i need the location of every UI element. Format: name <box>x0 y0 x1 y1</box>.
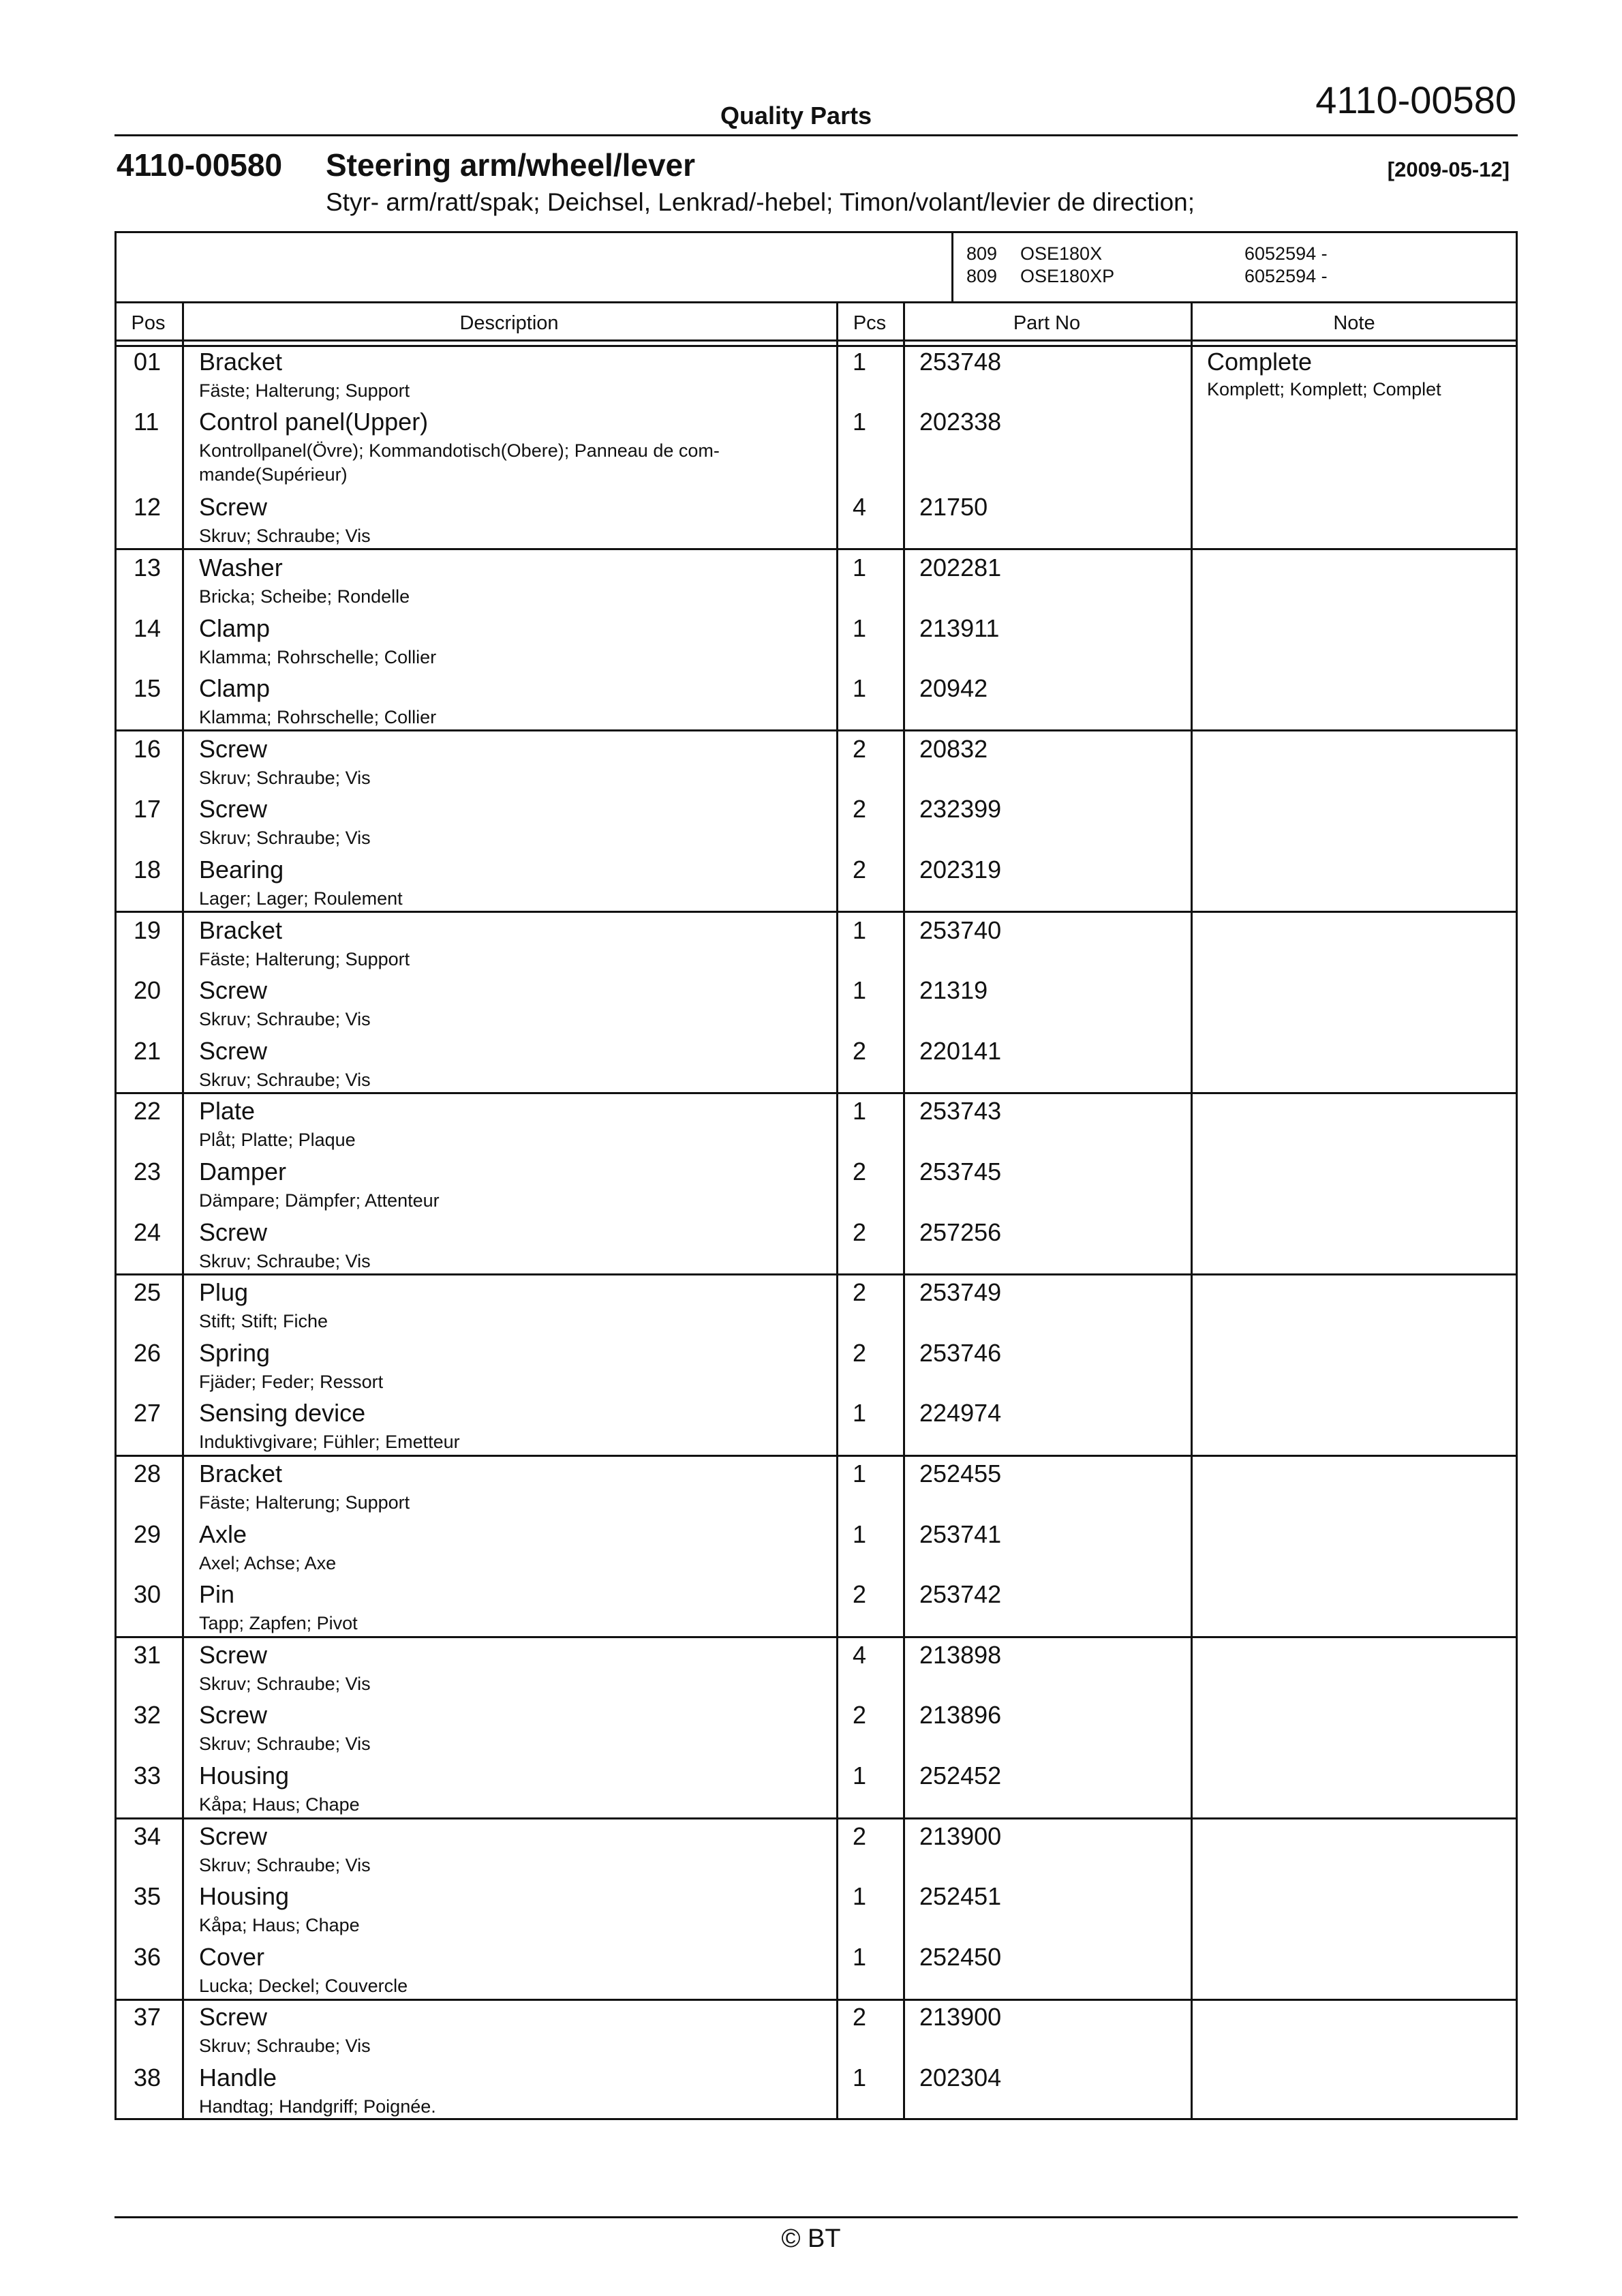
row-description-translations: Skruv; Schraube; Vis <box>199 526 371 546</box>
row-description-main: Damper <box>199 1158 287 1185</box>
row-description <box>199 1399 460 1454</box>
table-rule <box>114 301 1518 303</box>
row-pos: 24 <box>134 1218 162 1246</box>
row-part-number: 202281 <box>919 554 1002 581</box>
row-description <box>199 554 410 609</box>
row-description-translations: Induktivgivare; Fühler; Emetteur <box>199 1432 460 1452</box>
row-description <box>199 856 403 911</box>
column-divider <box>182 302 184 2120</box>
model-serial: 6052594 - <box>1244 243 1328 264</box>
row-pos: 32 <box>134 1701 162 1729</box>
row-part-number: 232399 <box>919 795 1002 823</box>
header-divider <box>114 134 1518 136</box>
model-pos: 809 <box>966 266 998 286</box>
row-note-main: Complete <box>1207 348 1313 376</box>
column-divider <box>1191 302 1193 2120</box>
row-description-translations: Dämpare; Dämpfer; Attenteur <box>199 1190 440 1211</box>
model-serial: 6052594 - <box>1244 266 1328 286</box>
row-pos: 23 <box>134 1158 162 1185</box>
row-quantity: 2 <box>853 795 867 823</box>
row-part-number: 252452 <box>919 1762 1002 1789</box>
row-description-main: Axle <box>199 1520 247 1548</box>
row-description-translations: Bricka; Scheibe; Rondelle <box>199 586 410 607</box>
row-quantity: 1 <box>853 554 867 581</box>
row-description-translations: Plåt; Platte; Plaque <box>199 1130 356 1150</box>
row-description-main: Screw <box>199 1641 268 1669</box>
row-description-main: Control panel(Upper) <box>199 408 429 436</box>
row-description-translations: Kåpa; Haus; Chape <box>199 1794 360 1815</box>
row-description-translations: Fäste; Halterung; Support <box>199 949 410 969</box>
row-description-main: Bracket <box>199 348 283 376</box>
row-part-number: 20942 <box>919 674 988 702</box>
row-pos: 20 <box>134 976 162 1004</box>
row-pos: 29 <box>134 1520 162 1548</box>
row-pos: 27 <box>134 1399 162 1427</box>
row-description-main: Clamp <box>199 614 271 642</box>
row-pos: 25 <box>134 1278 162 1306</box>
row-quantity: 1 <box>853 916 867 944</box>
table-rule <box>114 339 1518 342</box>
row-description-main: Bracket <box>199 916 283 944</box>
row-part-number: 253749 <box>919 1278 1002 1306</box>
model-name: OSE180X <box>1020 243 1103 264</box>
group-separator <box>114 1455 1518 1457</box>
row-quantity: 1 <box>853 674 867 702</box>
row-description-main: Cover <box>199 1943 265 1971</box>
row-description <box>199 795 371 850</box>
row-description <box>199 1218 371 1273</box>
row-quantity: 2 <box>853 2003 867 2031</box>
row-description <box>199 614 436 669</box>
row-description-translations: Lager; Lager; Roulement <box>199 888 403 909</box>
column-divider <box>903 302 905 2120</box>
row-description <box>199 1641 371 1696</box>
row-quantity: 1 <box>853 1762 867 1789</box>
row-quantity: 1 <box>853 1399 867 1427</box>
row-description-main: Screw <box>199 795 268 823</box>
column-header-pos: Pos <box>131 312 166 334</box>
row-quantity: 2 <box>853 1701 867 1729</box>
row-description <box>199 1882 360 1937</box>
row-description <box>199 674 436 729</box>
row-quantity: 1 <box>853 408 867 436</box>
row-pos: 37 <box>134 2003 162 2031</box>
row-description-translations: Fäste; Halterung; Support <box>199 1492 410 1513</box>
row-quantity: 1 <box>853 1520 867 1548</box>
group-separator <box>114 729 1518 731</box>
row-description-translations: Fäste; Halterung; Support <box>199 380 410 401</box>
row-description-main: Housing <box>199 1882 290 1910</box>
row-description <box>199 1520 336 1575</box>
row-quantity: 2 <box>853 735 867 763</box>
row-description-main: Screw <box>199 976 268 1004</box>
row-description-main: Sensing device <box>199 1399 366 1427</box>
row-description-main: Handle <box>199 2064 277 2091</box>
row-description-translations: Skruv; Schraube; Vis <box>199 1251 371 1271</box>
row-description-main: Spring <box>199 1339 271 1367</box>
row-description-translations: Skruv; Schraube; Vis <box>199 1855 371 1875</box>
row-part-number: 253746 <box>919 1339 1002 1367</box>
row-description-translations: Lucka; Deckel; Couvercle <box>199 1976 408 1996</box>
column-header-note: Note <box>1333 312 1375 334</box>
row-description-translations: Skruv; Schraube; Vis <box>199 1009 371 1029</box>
row-description <box>199 1701 371 1756</box>
group-separator <box>114 1636 1518 1638</box>
row-pos: 15 <box>134 674 162 702</box>
row-quantity: 2 <box>853 1037 867 1065</box>
row-pos: 28 <box>134 1460 162 1487</box>
row-pos: 17 <box>134 795 162 823</box>
row-part-number: 253748 <box>919 348 1002 376</box>
row-description-translations: Skruv; Schraube; Vis <box>199 1734 371 1754</box>
column-divider <box>836 302 838 2120</box>
row-quantity: 4 <box>853 1641 867 1669</box>
row-quantity: 1 <box>853 1882 867 1910</box>
row-description <box>199 1097 356 1152</box>
row-description-main: Bracket <box>199 1460 283 1487</box>
row-description <box>199 348 410 403</box>
model-name: OSE180XP <box>1020 266 1115 286</box>
row-pos: 01 <box>134 348 162 376</box>
group-separator <box>114 1999 1518 2001</box>
row-note <box>1207 348 1441 400</box>
row-part-number: 213898 <box>919 1641 1002 1669</box>
copyright: © BT <box>781 2224 841 2253</box>
group-separator <box>114 1092 1518 1094</box>
row-description-translations: Skruv; Schraube; Vis <box>199 1070 371 1090</box>
revision-date: [2009-05-12] <box>1387 157 1510 181</box>
row-pos: 19 <box>134 916 162 944</box>
row-description <box>199 493 371 548</box>
row-part-number: 21750 <box>919 493 988 521</box>
row-pos: 12 <box>134 493 162 521</box>
row-description-main: Clamp <box>199 674 271 702</box>
document-number: 4110-00580 <box>1315 78 1516 121</box>
row-description <box>199 2003 371 2058</box>
row-pos: 18 <box>134 856 162 883</box>
row-part-number: 257256 <box>919 1218 1002 1246</box>
row-part-number: 213911 <box>919 614 1000 642</box>
row-description <box>199 735 371 790</box>
row-part-number: 213900 <box>919 2003 1002 2031</box>
group-separator <box>114 1273 1518 1275</box>
column-header-description: Description <box>459 312 559 334</box>
row-pos: 21 <box>134 1037 162 1065</box>
row-part-number: 253743 <box>919 1097 1002 1125</box>
row-quantity: 1 <box>853 348 867 376</box>
row-description <box>199 976 371 1031</box>
row-description <box>199 1580 358 1635</box>
row-part-number: 253741 <box>919 1520 1002 1548</box>
row-description-main: Screw <box>199 735 268 763</box>
row-description-translations: Stift; Stift; Fiche <box>199 1311 328 1331</box>
row-description-translations: Handtag; Handgriff; Poignée. <box>199 2096 436 2117</box>
column-header-pcs: Pcs <box>853 312 887 334</box>
row-description-main: Washer <box>199 554 283 581</box>
row-pos: 36 <box>134 1943 162 1971</box>
assembly-title: Steering arm/wheel/lever <box>326 147 696 183</box>
row-description-main: Housing <box>199 1762 290 1789</box>
column-header-part-no: Part No <box>1013 312 1081 334</box>
model-applicability-box <box>951 231 1518 302</box>
row-note-translations: Komplett; Komplett; Complet <box>1207 379 1441 399</box>
group-separator <box>114 1817 1518 1819</box>
row-quantity: 2 <box>853 1278 867 1306</box>
row-pos: 31 <box>134 1641 162 1669</box>
row-description <box>199 1460 410 1515</box>
row-description-translations: Tapp; Zapfen; Pivot <box>199 1613 358 1633</box>
row-description-main: Screw <box>199 2003 268 2031</box>
row-description-main: Plug <box>199 1278 249 1306</box>
row-pos: 22 <box>134 1097 162 1125</box>
row-pos: 35 <box>134 1882 162 1910</box>
row-description-translations: Skruv; Schraube; Vis <box>199 1674 371 1694</box>
row-pos: 33 <box>134 1762 162 1789</box>
assembly-number: 4110-00580 <box>117 147 283 183</box>
row-part-number: 202304 <box>919 2064 1002 2091</box>
row-description <box>199 916 410 971</box>
row-description <box>199 1822 371 1877</box>
row-quantity: 1 <box>853 2064 867 2091</box>
row-description <box>199 1278 328 1333</box>
row-pos: 16 <box>134 735 162 763</box>
group-separator <box>114 911 1518 913</box>
section-title: Quality Parts <box>720 102 872 130</box>
row-quantity: 2 <box>853 1339 867 1367</box>
row-quantity: 1 <box>853 1460 867 1487</box>
assembly-subtitle: Styr- arm/ratt/spak; Deichsel, Lenkrad/-hebel; Timon/volant/levier de direction; <box>326 188 1195 216</box>
row-description <box>199 408 720 487</box>
table-rule <box>114 345 1518 347</box>
row-pos: 26 <box>134 1339 162 1367</box>
row-description-main: Screw <box>199 1822 268 1850</box>
model-pos: 809 <box>966 243 998 264</box>
group-separator <box>114 548 1518 550</box>
row-part-number: 213900 <box>919 1822 1002 1850</box>
row-part-number: 252455 <box>919 1460 1002 1487</box>
row-description-translations: Skruv; Schraube; Vis <box>199 2036 371 2056</box>
row-description <box>199 1037 371 1092</box>
row-description-translations: Skruv; Schraube; Vis <box>199 828 371 848</box>
row-quantity: 1 <box>853 614 867 642</box>
row-description-main: Screw <box>199 1218 268 1246</box>
row-description-main: Screw <box>199 1701 268 1729</box>
row-part-number: 252450 <box>919 1943 1002 1971</box>
row-description <box>199 1762 360 1817</box>
row-description-main: Plate <box>199 1097 256 1125</box>
row-description-translations: Klamma; Rohrschelle; Collier <box>199 647 437 667</box>
row-description-translations: Axel; Achse; Axe <box>199 1553 337 1573</box>
row-part-number: 253745 <box>919 1158 1002 1185</box>
row-quantity: 1 <box>853 976 867 1004</box>
row-description-translations: Fjäder; Feder; Ressort <box>199 1372 384 1392</box>
row-quantity: 4 <box>853 493 867 521</box>
footer-divider <box>114 2216 1518 2218</box>
row-description-translations: Kåpa; Haus; Chape <box>199 1915 360 1935</box>
row-quantity: 2 <box>853 856 867 883</box>
row-part-number: 213896 <box>919 1701 1002 1729</box>
row-description <box>199 1339 383 1394</box>
row-description <box>199 2064 436 2119</box>
row-part-number: 21319 <box>919 976 988 1004</box>
row-pos: 34 <box>134 1822 162 1850</box>
row-pos: 11 <box>134 408 159 436</box>
row-quantity: 1 <box>853 1943 867 1971</box>
row-part-number: 202319 <box>919 856 1002 883</box>
row-quantity: 2 <box>853 1158 867 1185</box>
row-description-main: Bearing <box>199 856 284 883</box>
row-part-number: 220141 <box>919 1037 1002 1065</box>
row-pos: 14 <box>134 614 162 642</box>
row-description-translations: Klamma; Rohrschelle; Collier <box>199 707 437 727</box>
row-quantity: 2 <box>853 1580 867 1608</box>
row-quantity: 2 <box>853 1822 867 1850</box>
row-quantity: 1 <box>853 1097 867 1125</box>
row-description-main: Screw <box>199 1037 268 1065</box>
row-pos: 30 <box>134 1580 162 1608</box>
row-pos: 13 <box>134 554 162 581</box>
row-quantity: 2 <box>853 1218 867 1246</box>
row-part-number: 252451 <box>919 1882 1002 1910</box>
row-part-number: 253742 <box>919 1580 1002 1608</box>
row-part-number: 202338 <box>919 408 1002 436</box>
row-description <box>199 1158 440 1213</box>
row-part-number: 253740 <box>919 916 1002 944</box>
row-description-translations: Kontrollpanel(Övre); Kommandotisch(Obere); Panneau de com- mande(Supérieur) <box>199 440 720 485</box>
row-part-number: 20832 <box>919 735 988 763</box>
row-description-main: Screw <box>199 493 268 521</box>
row-part-number: 224974 <box>919 1399 1002 1427</box>
row-description <box>199 1943 408 1998</box>
row-description-translations: Skruv; Schraube; Vis <box>199 768 371 788</box>
row-pos: 38 <box>134 2064 162 2091</box>
row-description-main: Pin <box>199 1580 235 1608</box>
